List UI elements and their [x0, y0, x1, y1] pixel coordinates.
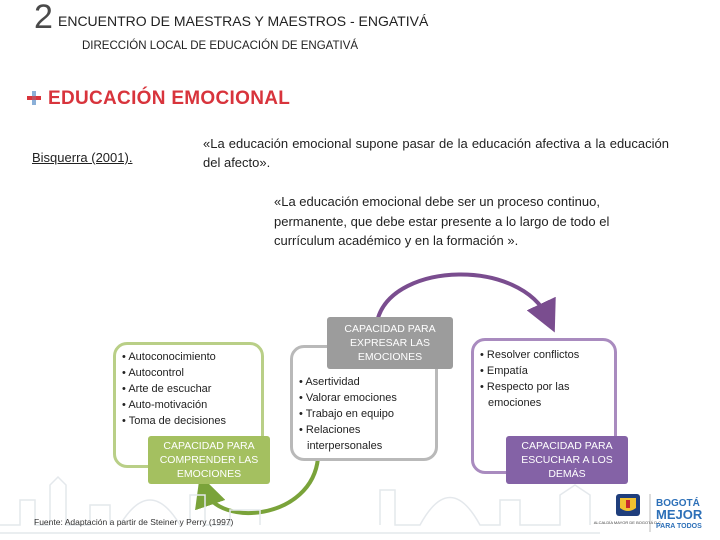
list-item: • Valorar emociones	[299, 390, 435, 406]
label-comprender: CAPACIDAD PARA COMPRENDER LAS EMOCIONES	[148, 436, 270, 484]
list-item: • Relaciones interpersonales	[299, 422, 435, 454]
logo-para-todos-text: PARA TODOS	[656, 523, 702, 530]
city-skyline-decoration	[0, 455, 600, 540]
list-item: • Arte de escuchar	[122, 381, 226, 397]
arrow-top-purple	[378, 274, 548, 318]
list-item: • Respecto por las emociones	[480, 379, 614, 411]
label-expresar: CAPACIDAD PARA EXPRESAR LAS EMOCIONES	[327, 317, 453, 369]
author-reference: Bisquerra (2001).	[32, 150, 133, 165]
event-number: 2	[34, 0, 53, 36]
list-item: • Autoconocimiento	[122, 349, 226, 365]
section-heading: EDUCACIÓN EMOCIONAL	[48, 88, 291, 109]
list-expresar	[299, 374, 435, 454]
list-item: • Trabajo en equipo	[299, 406, 435, 422]
list-item: • Asertividad	[299, 374, 435, 390]
footnote-source: Fuente: Adaptación a partir de Steiner y Perry (1997)	[34, 517, 234, 527]
list-item: • Toma de decisiones	[122, 413, 226, 429]
institution-logos	[593, 492, 718, 538]
logo-bogota-text: BOGOTÁ	[656, 498, 700, 509]
quote-second: «La educación emocional debe ser un proceso continuo, permanente, que debe estar presente a lo largo de todo el currículum académico y en la formación ».	[274, 194, 610, 248]
event-subtitle: DIRECCIÓN LOCAL DE EDUCACIÓN DE ENGATIVÁ	[82, 40, 359, 52]
logo-mejor-text: MEJOR	[656, 507, 703, 522]
event-title: ENCUENTRO DE MAESTRAS Y MAESTROS - ENGATIVÁ	[58, 13, 429, 29]
label-escuchar: CAPACIDAD PARA ESCUCHAR A LOS DEMÁS	[506, 436, 628, 484]
quote-first: «La educación emocional supone pasar de la educación afectiva a la educación del afecto».	[203, 136, 669, 170]
list-escuchar	[480, 347, 614, 411]
list-item: • Autocontrol	[122, 365, 226, 381]
list-comprender	[122, 349, 226, 429]
alcaldia-logo-text: ALCALDÍA MAYOR DE BOGOTÁ D.C.	[593, 520, 663, 525]
list-item: • Empatía	[480, 363, 614, 379]
list-item: • Auto-motivación	[122, 397, 226, 413]
list-item: • Resolver conflictos	[480, 347, 614, 363]
bogota-mejor-logo	[656, 496, 703, 530]
